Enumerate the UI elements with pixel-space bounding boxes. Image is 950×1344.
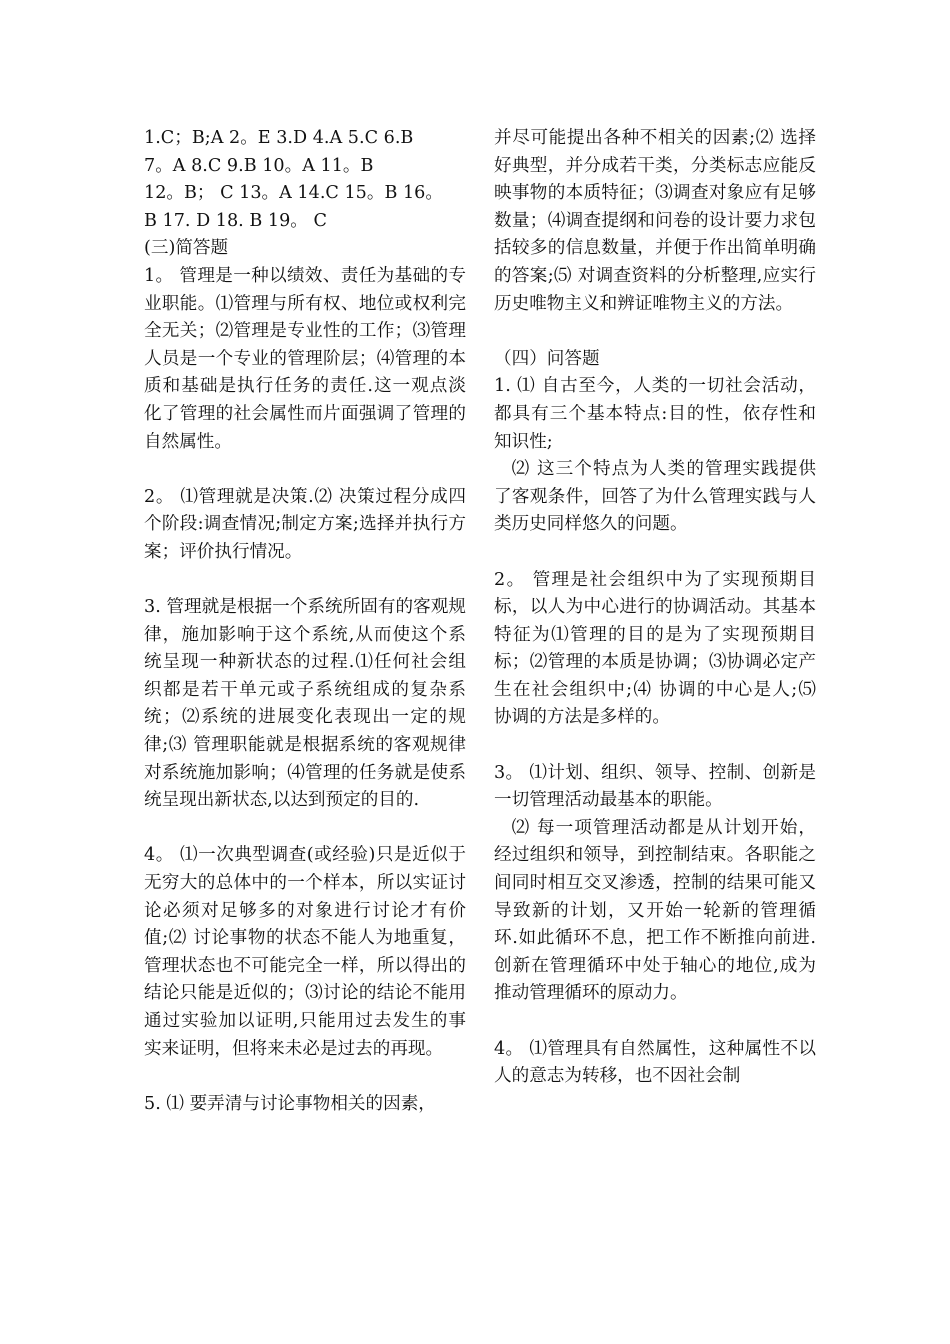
- section-heading-short-answer: (三)简答题: [144, 238, 229, 259]
- question-answer-3-part-2: ⑵ 每一项管理活动都是从计划开始，经过组织和领导，到控制结束。各职能之间同时相互交叉渗透，控制的结果可能又导致新的计划，又开始一轮新的管理循环.如此循环不息，把工作不断推向前进.创新在管理循环中处于轴心的地位,成为推动管理循环的原动力。: [494, 817, 816, 1004]
- mc-answers-line-4: B 17. D 18. B 19。 C: [144, 210, 327, 231]
- question-answer-2: 2。 管理是社会组织中为了实现预期目标，以人为中心进行的协调活动。其基本特征为⑴管理的目的是为了实现预期目标；⑵管理的本质是协调；⑶协调必定产生在社会组织中;⑷ 协调的中心是人;⑸ 协调的方法是多样的。: [494, 569, 816, 728]
- paragraph-gap: [494, 1008, 816, 1036]
- short-answer-1: 1。 管理是一种以绩效、责任为基础的专业职能。⑴管理与所有权、地位或权利完全无关；⑵管理是专业性的工作；⑶管理人员是一个专业的管理阶层；⑷管理的本质和基础是执行任务的责任.这一观点淡化了管理的社会属性而片面强调了管理的自然属性。: [144, 265, 466, 452]
- mc-answers-line-2: 7。A 8.C 9.B 10。A 11。B: [144, 155, 374, 176]
- short-answer-4: 4。 ⑴一次典型调查(或经验)只是近似于无穷大的总体中的一个样本，所以实证讨论必须对足够多的对象进行讨论才有价值;⑵ 讨论事物的状态不能人为地重复，管理状态也不可能完全一样，所以得出的结论只能是近似的；⑶讨论的结论不能用通过实验加以证明,只能用过去发生的事实来证明，但将来未必是过去的再现。: [144, 845, 466, 1059]
- left-column: [144, 125, 466, 1118]
- question-answer-3-part-1: 3。 ⑴计划、组织、领导、控制、创新是一切管理活动最基本的职能。: [494, 762, 816, 811]
- question-answer-4-start: 4。 ⑴管理具有自然属性，这种属性不以人的意志为转移，也不因社会制: [494, 1038, 816, 1087]
- right-column: [494, 125, 816, 1091]
- paragraph-gap: [494, 732, 816, 760]
- question-answer-1-part-1: 1. ⑴ 自古至今，人类的一切社会活动，都具有三个基本特点:目的性，依存性和知识性;: [494, 376, 816, 452]
- short-answer-2: 2。 ⑴管理就是决策.⑵ 决策过程分成四个阶段:调查情况;制定方案;选择并执行方案；评价执行情况。: [144, 486, 466, 562]
- paragraph-gap: [144, 456, 466, 484]
- short-answer-5-start: 5. ⑴ 要弄清与讨论事物相关的因素，: [144, 1093, 436, 1114]
- mc-answers-line-3: 12。B； C 13。A 14.C 15。B 16。: [144, 183, 443, 204]
- paragraph-gap: [494, 318, 816, 346]
- short-answer-5-continued: 并尽可能提出各种不相关的因素;⑵ 选择好典型，并分成若干类，分类标志应能反映事物的本质特征；⑶调查对象应有足够数量；⑷调查提纲和问卷的设计要力求包括较多的信息数量，并便于作出简单明确的答案;⑸ 对调查资料的分析整理,应实行历史唯物主义和辨证唯物主义的方法。: [494, 128, 816, 314]
- section-heading-questions: （四）问答题: [494, 348, 600, 369]
- question-answer-1-part-2: ⑵ 这三个特点为人类的管理实践提供了客观条件，回答了为什么管理实践与人类历史同样悠久的问题。: [494, 459, 816, 535]
- short-answer-3: 3. 管理就是根据一个系统所固有的客观规律，施加影响于这个系统,从而使这个系统呈现一种新状态的过程.⑴任何社会组织都是若干单元或子系统组成的复杂系统；⑵系统的进展变化表现出一定的规律;⑶ 管理职能就是根据系统的客观规律对系统施加影响；⑷管理的任务就是使系统呈现出新状态,以达到预定的目的.: [144, 597, 466, 811]
- paragraph-gap: [144, 815, 466, 843]
- paragraph-gap: [144, 1063, 466, 1091]
- mc-answers-line-1: 1.C；B;A 2。E 3.D 4.A 5.C 6.B: [144, 128, 414, 148]
- paragraph-gap: [494, 539, 816, 567]
- paragraph-gap: [144, 567, 466, 595]
